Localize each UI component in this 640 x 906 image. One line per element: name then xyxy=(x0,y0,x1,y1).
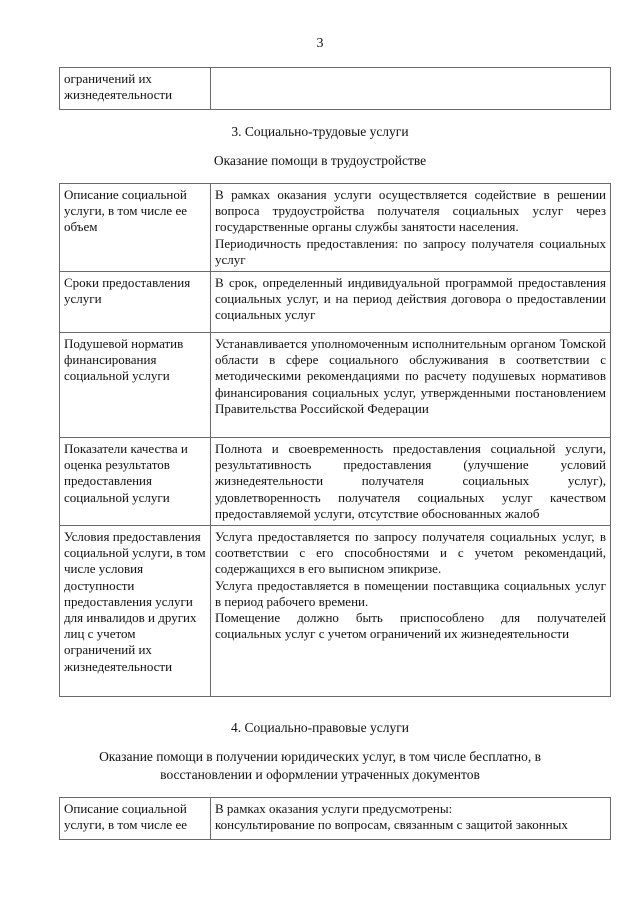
row-label: Подушевой норматив финансирования социальной услуги xyxy=(60,333,211,438)
row-description xyxy=(211,438,611,526)
row-label: Описание социальной услуги, в том числе ее объем xyxy=(60,184,211,272)
table-row xyxy=(60,333,611,438)
row-label: ограничений их жизнедеятельности xyxy=(60,68,211,110)
description-paragraph: Полнота и своевременность предоставления социальной услуги, результативность предоставления (улучшение условий жизнедеятельности получателя социальных услуг), удовлетворенность получателя социальных услуг качеством предоставляемой услуги, отсутствие обоснованных жалоб xyxy=(215,441,606,521)
description-paragraph: Помещение должно быть приспособлено для получателей социальных услуг с учетом ограничений их жизнедеятельности xyxy=(215,610,606,642)
description-paragraph: Услуга предоставляется по запросу получателя социальных услуг, в соответствии с его способностями и с учетом рекомендаций, содержащихся в его выписном эпикризе. xyxy=(215,529,606,577)
row-label: Показатели качества и оценка результатов предоставления социальной услуги xyxy=(60,438,211,526)
section-title: 3. Социально-трудовые услуги xyxy=(231,124,409,139)
row-description xyxy=(211,184,611,272)
table-continuation xyxy=(59,67,611,110)
section-subtitle: Оказание помощи в получении юридических услуг, в том числе бесплатно, в восстановлении и оформлении утраченных документов xyxy=(99,749,541,782)
row-label: Описание социальной услуги, в том числе ее xyxy=(60,798,211,840)
row-label: Сроки предоставления услуги xyxy=(60,272,211,333)
table-row xyxy=(60,526,611,697)
description-paragraph: консультирование по вопросам, связанным с защитой законных xyxy=(215,817,568,833)
page-number: 3 xyxy=(316,36,324,51)
table-row xyxy=(60,184,611,272)
service-table-legal xyxy=(59,797,611,840)
table-row xyxy=(60,438,611,526)
section-subtitle: Оказание помощи в трудоустройстве xyxy=(213,153,427,168)
service-table-employment xyxy=(59,183,611,697)
description-paragraph: В рамках оказания услуги осуществляется содействие в решении вопроса трудоустройства получателя социальных услуг через государственные органы службы занятости населения. xyxy=(215,187,606,235)
row-description xyxy=(211,68,611,110)
table-row xyxy=(60,68,611,110)
section-title: 4. Социально-правовые услуги xyxy=(231,720,409,735)
description-paragraph: Услуга предоставляется в помещении поставщика социальных услуг в период рабочего времени. xyxy=(215,577,606,609)
row-description xyxy=(211,333,611,438)
row-description xyxy=(211,526,611,697)
description-paragraph: Периодичность предоставления: по запросу получателя социальных услуг xyxy=(215,235,606,267)
row-description xyxy=(211,798,611,840)
description-paragraph: Устанавливается уполномоченным исполнительным органом Томской области в сфере социального обслуживания в соответствии с методическими рекомендациями по расчету подушевых нормативов финансирования социальных услуг, утвержденными постановлением Правительства Российской Федерации xyxy=(215,336,606,416)
table-row xyxy=(60,272,611,333)
table-row xyxy=(60,798,611,840)
description-paragraph: В рамках оказания услуги предусмотрены: xyxy=(215,801,453,816)
row-description xyxy=(211,272,611,333)
row-label: Условия предоставления социальной услуги, в том числе условия доступности предоставления услуги для инвалидов и других лиц с учетом ограничений их жизнедеятельности xyxy=(60,526,211,697)
description-paragraph: В срок, определенный индивидуальной программой предоставления социальных услуг, и на период действия договора о предоставлении социальных услуг xyxy=(215,275,606,323)
